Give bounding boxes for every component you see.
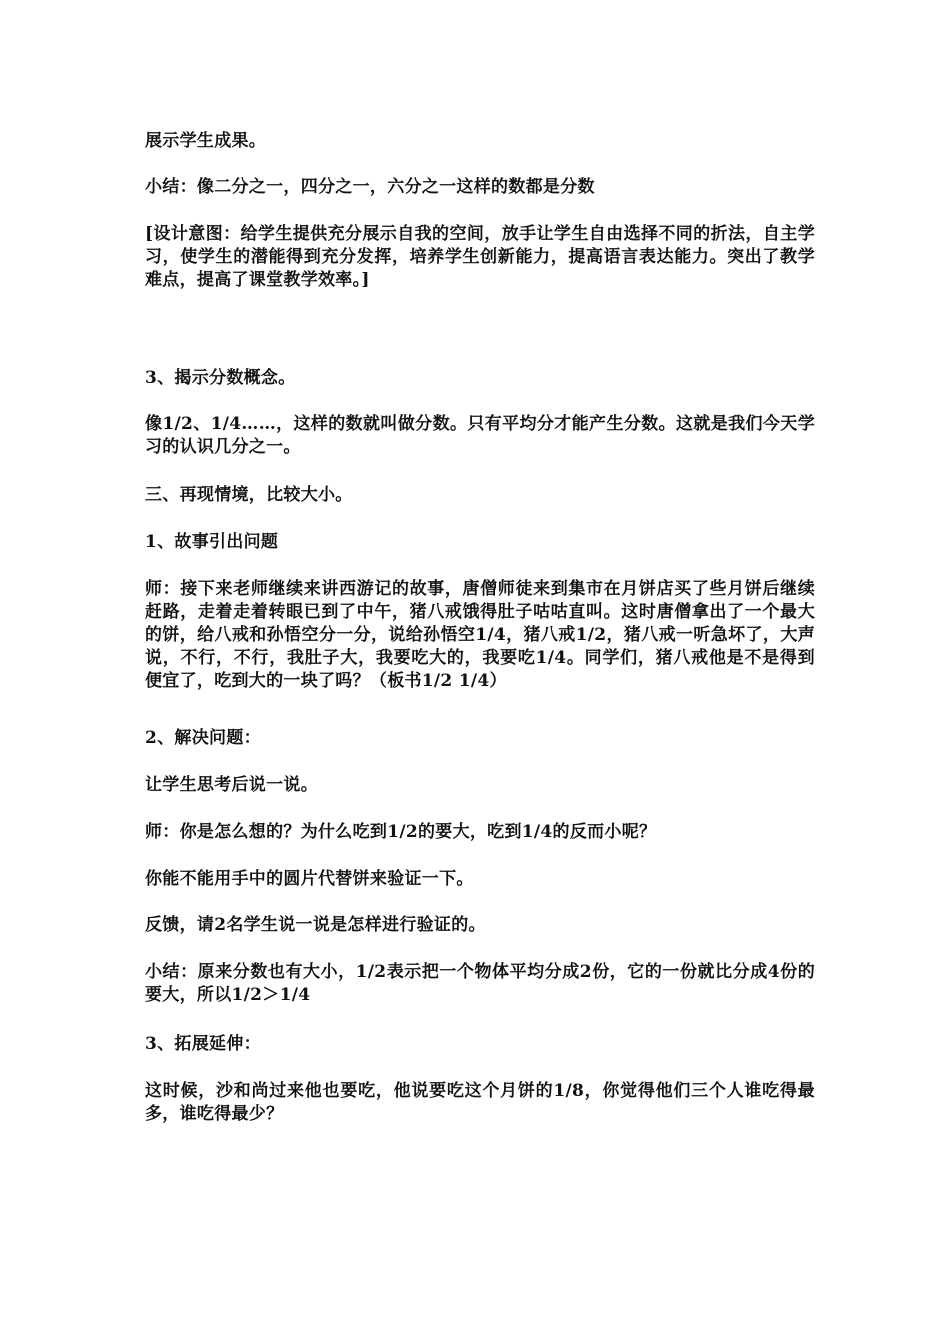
paragraph-design-intent: [设计意图：给学生提供充分展示自我的空间，放手让学生自由选择不同的折法，自主学习，使学生的潜能得到充分发挥，培养学生创新能力，提高语言表达能力。突出了教学难点，提高了课堂教学效率。]: [145, 224, 815, 290]
paragraph-show-results: 展示学生成果。: [145, 131, 267, 151]
paragraph-students-think: 让学生思考后说一说。: [145, 775, 318, 795]
paragraph-summary-fractions: 小结：像二分之一，四分之一，六分之一这样的数都是分数: [145, 177, 595, 197]
paragraph-teacher-question: 师：你是怎么想的？为什么吃到1/2的要大，吃到1/4的反而小呢？: [145, 822, 657, 842]
paragraph-teacher-story: 师：接下来老师继续来讲西游记的故事，唐僧师徒来到集市在月饼店买了些月饼后继续赶路，走着走着转眼已到了中午，猪八戒饿得肚子咕咕直叫。这时唐僧拿出了一个最大的饼，给八戒和孙悟空分一分，说给孙悟空1/4，猪八戒1/2，猪八戒一听急坏了，大声说，不行，不行，我肚子大，我要吃大的，我要吃1/4。同学们，猪八戒他是不是得到便宜了，吃到大的一块了吗？（板书1/2 1/4）: [145, 579, 815, 691]
paragraph-story-question-heading: 1、故事引出问题: [145, 532, 279, 552]
paragraph-solve-problem-heading: 2、解决问题：: [145, 728, 261, 748]
paragraph-verify-with-disc: 你能不能用手中的圆片代替饼来验证一下。: [145, 869, 474, 889]
paragraph-extension-heading: 3、拓展延伸：: [145, 1034, 261, 1054]
paragraph-summary-comparison: 小结：原来分数也有大小，1/2表示把一个物体平均分成2份，它的一份就比分成4份的要大，所以1/2＞1/4: [145, 962, 815, 1005]
paragraph-sha-heshang-question: 这时候，沙和尚过来他也要吃，他说要吃这个月饼的1/8，你觉得他们三个人谁吃得最多，谁吃得最少？: [145, 1081, 815, 1124]
paragraph-heading-reveal-concept: 3、揭示分数概念。: [145, 368, 296, 388]
paragraph-section-three-heading: 三、再现情境，比较大小。: [145, 485, 353, 505]
paragraph-fraction-definition: 像1/2、1/4……，这样的数就叫做分数。只有平均分才能产生分数。这就是我们今天学习的认识几分之一。: [145, 414, 815, 457]
paragraph-feedback: 反馈，请2名学生说一说是怎样进行验证的。: [145, 915, 486, 935]
